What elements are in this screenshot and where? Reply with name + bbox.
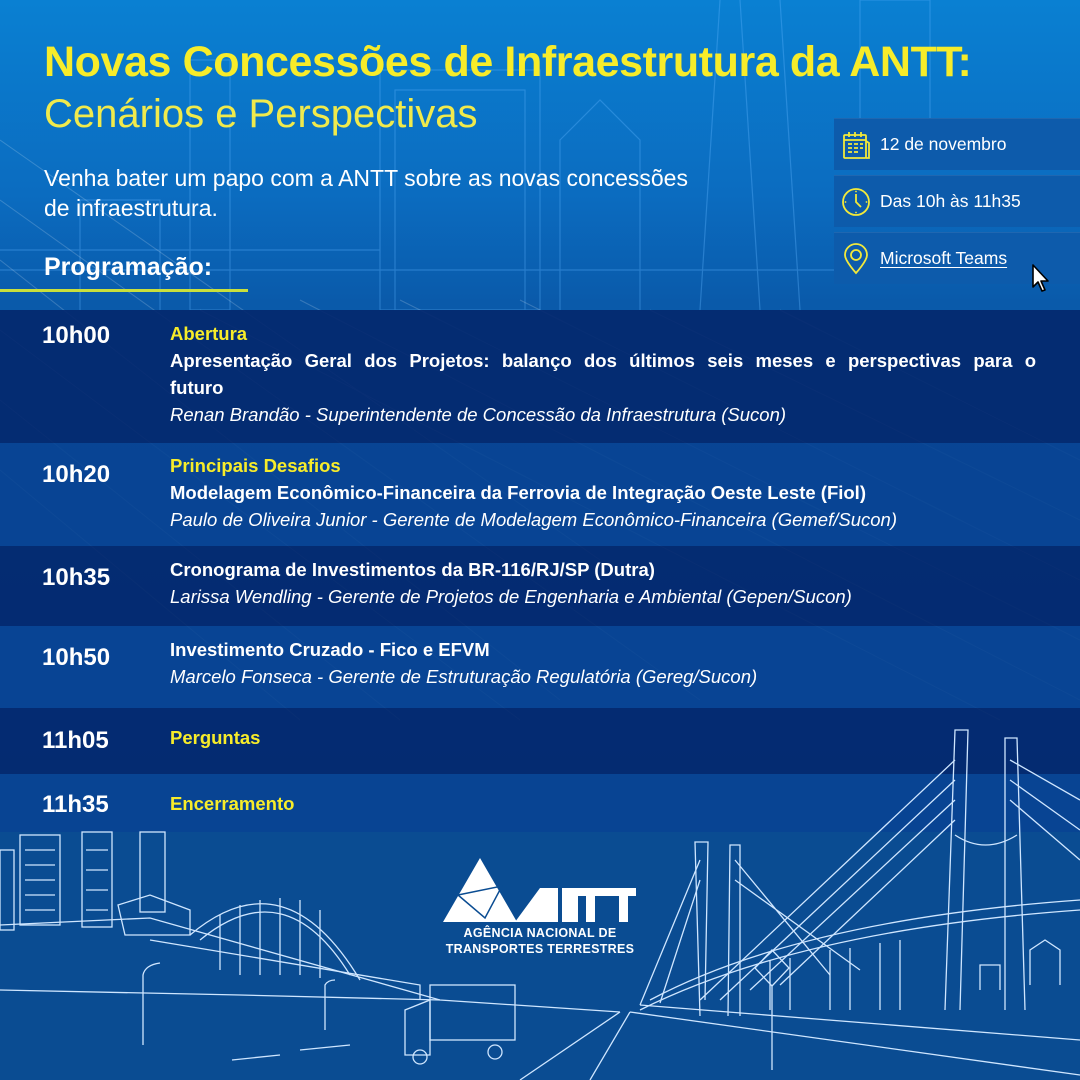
event-subtitle: Cenários e Perspectivas [44, 92, 478, 136]
schedule-speaker: Marcelo Fonseca - Gerente de Estruturação Regulatória (Gereg/Sucon) [170, 666, 758, 687]
schedule-time: 10h00 [42, 322, 111, 349]
schedule-topic: Investimento Cruzado - Fico e EFVM [170, 639, 490, 660]
calendar-icon [840, 129, 872, 161]
logo-agency-line1: AGÊNCIA NACIONAL DE [463, 926, 617, 940]
location-pin-icon [840, 243, 872, 275]
schedule-speaker: Renan Brandão - Superintendente de Concessão da Infraestrutura (Sucon) [170, 404, 787, 425]
event-time-text: Das 10h às 11h35 [880, 191, 1021, 211]
program-heading-underline [0, 289, 248, 292]
event-date [834, 118, 1080, 170]
schedule-time: 10h35 [42, 564, 111, 591]
event-date-text: 12 de novembro [880, 134, 1007, 154]
schedule-item [0, 626, 1080, 708]
event-title: Novas Concessões de Infraestrutura da ANTT: [44, 38, 972, 86]
mouse-pointer-icon [1031, 263, 1053, 295]
schedule-time: 10h20 [42, 461, 111, 488]
program-heading: Programação: [44, 253, 213, 281]
intro-text: Venha bater um papo com a ANTT sobre as novas concessões de infraestrutura. [44, 165, 688, 221]
schedule-time: 11h35 [42, 791, 109, 818]
schedule-topic: Modelagem Econômico-Financeira da Ferrovia de Integração Oeste Leste (Fiol) [170, 482, 866, 503]
clock-icon [840, 186, 872, 218]
microsoft-teams-link[interactable]: Microsoft Teams [880, 248, 1008, 268]
schedule-label: Abertura [170, 323, 248, 344]
schedule-time: 11h05 [42, 727, 109, 754]
schedule-time: 10h50 [42, 644, 111, 671]
schedule-speaker: Paulo de Oliveira Junior - Gerente de Modelagem Econômico-Financeira (Gemef/Sucon) [170, 509, 897, 530]
schedule-item [0, 546, 1080, 626]
schedule-topic: Cronograma de Investimentos da BR-116/RJ/SP (Dutra) [170, 559, 655, 580]
schedule-item [0, 310, 1080, 443]
event-time [834, 175, 1080, 227]
schedule-label: Perguntas [170, 727, 261, 748]
schedule-speaker: Larissa Wendling - Gerente de Projetos de Engenharia e Ambiental (Gepen/Sucon) [170, 586, 852, 607]
schedule-item [0, 443, 1080, 546]
logo-agency-line2: TRANSPORTES TERRESTRES [445, 942, 635, 956]
schedule-label: Encerramento [170, 793, 295, 814]
schedule-topic: Apresentação Geral dos Projetos: balanço dos últimos seis meses e perspectivas para o futuro [170, 350, 1036, 398]
schedule-label: Principais Desafios [170, 455, 341, 476]
